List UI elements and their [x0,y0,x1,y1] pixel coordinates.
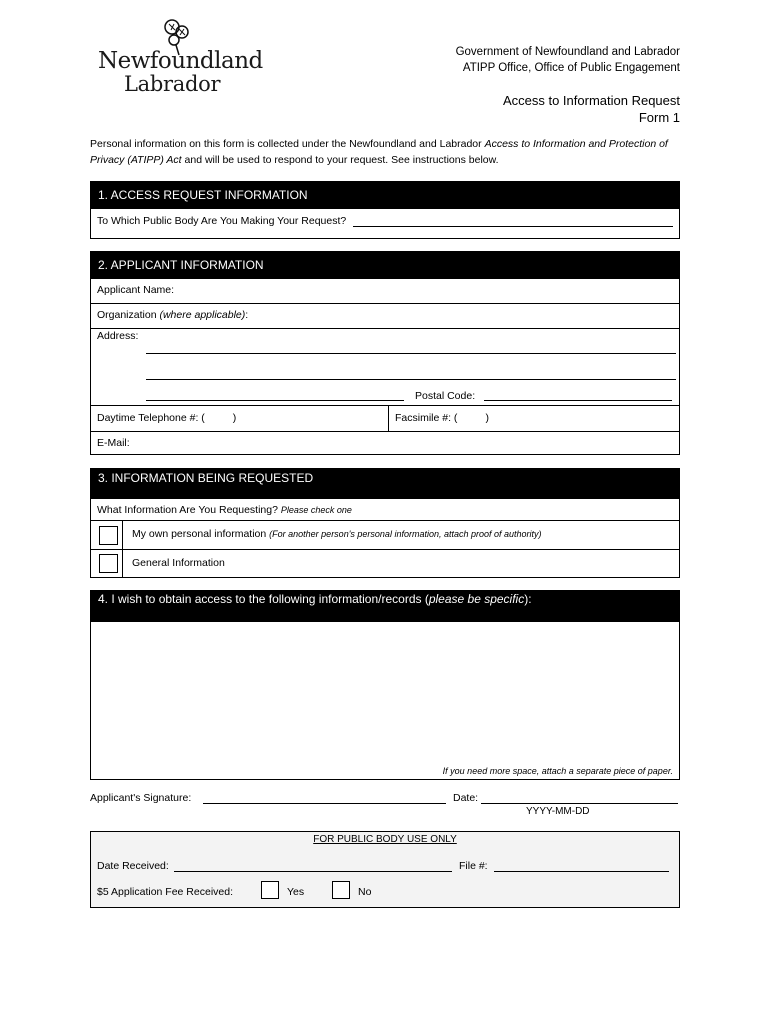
form-title: Access to Information Request [502,93,680,108]
intro-paragraph [90,136,682,168]
facsimile-label [395,412,489,424]
divider [91,520,679,521]
fee-yes-checkbox[interactable] [261,881,279,899]
section-2 [90,251,680,455]
organization-field[interactable] [251,305,671,327]
personal-info-option [132,528,542,540]
public-body-label: To Which Public Body Are You Making Your Request? [97,215,347,227]
organization-text: Organization [97,309,157,321]
postal-code-field[interactable] [484,400,672,401]
personal-info-note: (For another person's personal information, attach proof of authority) [269,529,542,539]
divider [91,328,679,329]
date-label: Date: [453,792,479,804]
divider [91,549,679,550]
logo-line2: Labrador [124,72,221,96]
organization-colon: : [245,309,249,321]
fax-label-text: Facsimile #: ( [395,412,458,424]
form-title-block [280,92,680,126]
section-4-heading-text: 4. I wish to obtain access to the following information/records ( [98,592,429,606]
section-4-heading-italic: please be specific [428,592,525,606]
general-info-checkbox[interactable] [99,554,118,573]
section-1 [90,181,680,239]
daytime-phone-label [97,412,236,424]
email-field[interactable] [141,433,671,453]
phone-label-text: Daytime Telephone #: ( [97,412,205,424]
section-4-heading-suffix: ): [524,592,532,606]
divider [91,431,679,432]
government-line: Government of Newfoundland and Labrador [455,46,680,58]
email-label: E-Mail: [97,437,130,449]
date-format-hint: YYYY-MM-DD [526,806,590,817]
personal-info-checkbox[interactable] [99,526,118,545]
signature-label: Applicant's Signature: [90,792,192,804]
applicant-name-label: Applicant Name: [97,284,175,296]
divider [388,405,389,431]
section-4 [90,590,680,780]
intro-text-2: and will be used to respond to your request. [181,154,392,166]
fax-close: ) [485,412,489,424]
office-line: ATIPP Office, Office of Public Engagement [462,62,680,74]
form-number: Form 1 [638,110,680,125]
info-question [97,504,352,516]
logo-line1: Newfoundland [98,48,263,74]
address-line-2[interactable] [146,379,676,380]
section-2-heading: 2. APPLICANT INFORMATION [91,252,679,279]
organization-label [97,309,248,321]
public-body-use-heading: FOR PUBLIC BODY USE ONLY [313,834,457,845]
signature-field[interactable] [203,803,446,804]
date-received-label: Date Received: [97,860,169,872]
fee-no-label: No [358,886,372,898]
facsimile-field[interactable] [499,407,674,429]
date-received-field[interactable] [174,871,452,872]
divider [91,405,679,406]
personal-info-label: My own personal information [132,528,267,540]
address-label: Address: [97,330,139,342]
act-name: Access to Information and Protection of Privacy (ATIPP) Act [90,138,668,166]
divider [91,303,679,304]
organization-note: (where applicable) [159,309,246,321]
date-field[interactable] [481,803,678,804]
address-line-3[interactable] [146,400,404,401]
postal-code-label: Postal Code: [415,390,476,402]
records-request-textarea[interactable] [93,624,677,764]
fee-received-label: $5 Application Fee Received: [97,886,234,898]
intro-text: Personal information on this form is collected under the Newfoundland and Labrador [90,138,485,150]
general-info-label: General Information [132,557,225,569]
more-space-note: If you need more space, attach a separate piece of paper. [442,766,673,776]
address-line-1[interactable] [146,353,676,354]
fee-yes-label: Yes [287,886,305,898]
info-question-note: Please check one [280,505,352,515]
file-number-field[interactable] [494,871,669,872]
section-3-heading: 3. INFORMATION BEING REQUESTED [91,469,679,499]
info-question-text: What Information Are You Requesting? [97,504,278,516]
section-4-heading [91,591,679,622]
file-number-label: File #: [459,860,488,872]
header-block [280,44,680,76]
public-body-use-box [90,831,680,908]
public-body-field[interactable] [353,226,673,227]
logo [98,18,263,98]
applicant-name-field[interactable] [181,280,671,302]
daytime-phone-field[interactable] [241,407,381,429]
see-instructions: See instructions below. [391,154,499,166]
section-3 [90,468,680,578]
phone-close: ) [232,412,237,424]
fee-no-checkbox[interactable] [332,881,350,899]
section-1-heading: 1. ACCESS REQUEST INFORMATION [91,182,679,209]
